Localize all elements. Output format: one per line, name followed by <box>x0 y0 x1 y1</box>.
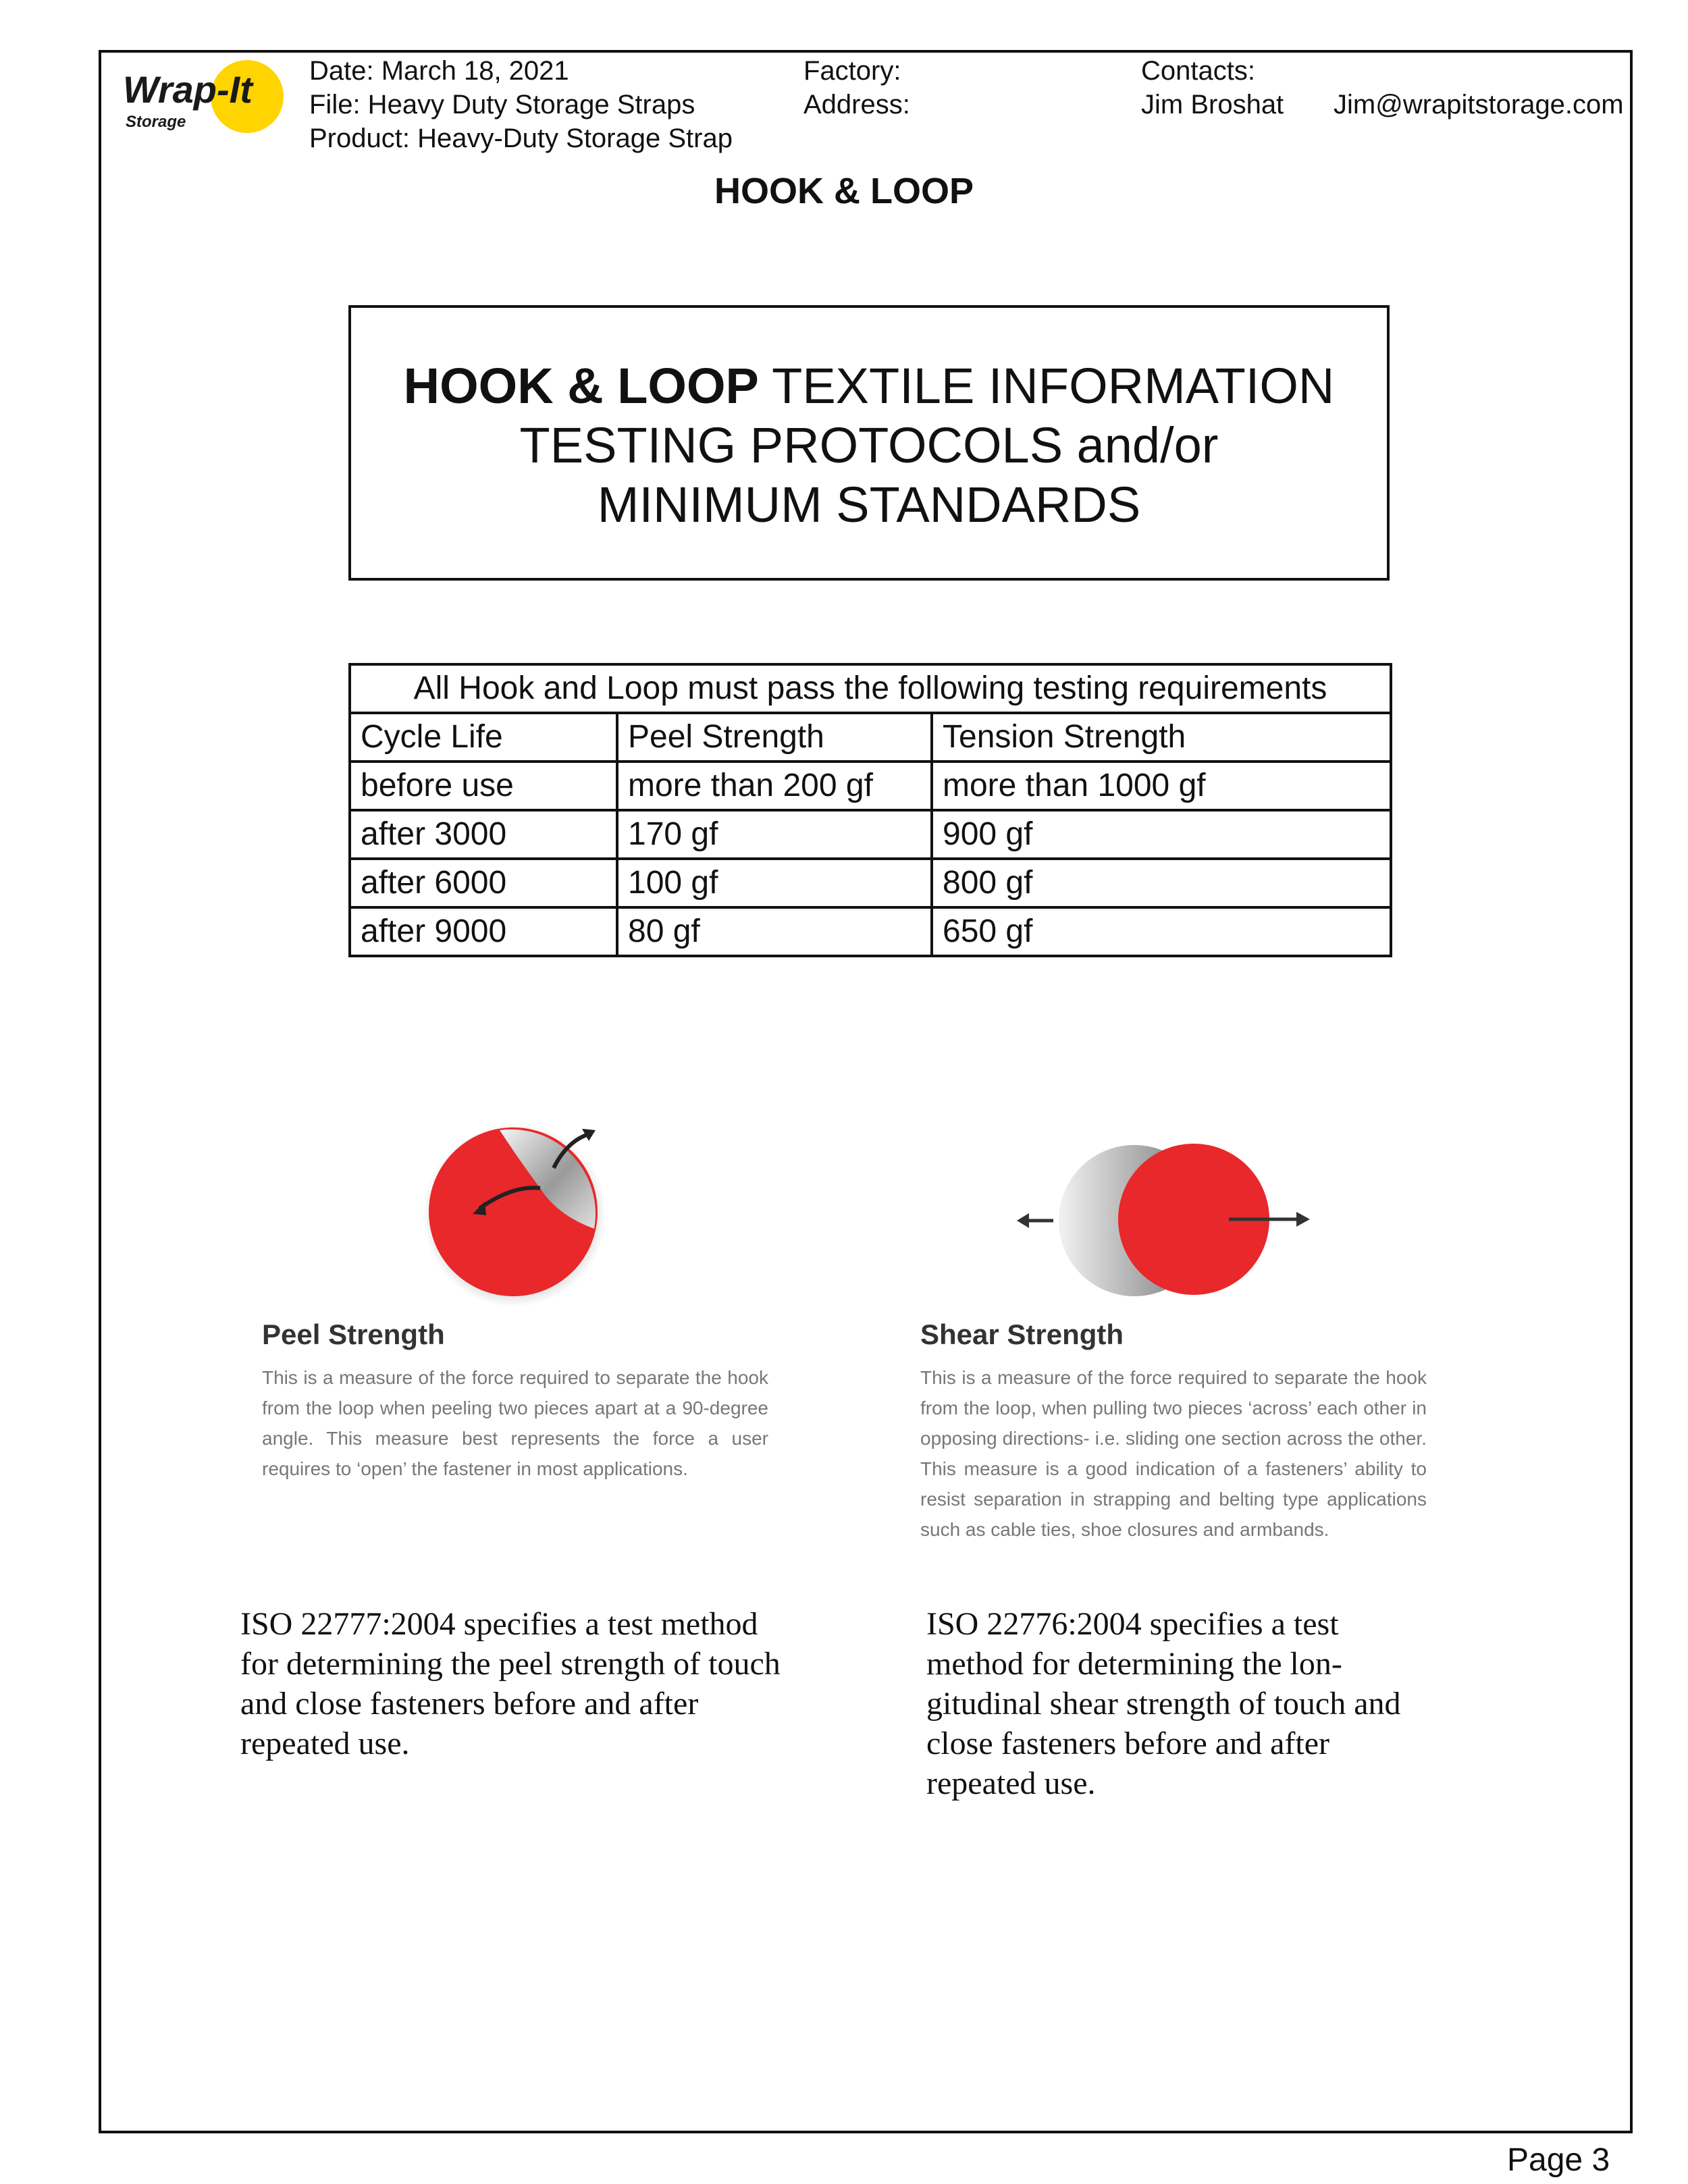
column-header: Tension Strength <box>932 713 1391 762</box>
table-caption: All Hook and Loop must pass the following testing requirements <box>350 664 1391 713</box>
header-factory-block <box>803 54 910 122</box>
table-cell: 800 gf <box>932 859 1391 907</box>
table-row <box>350 907 1391 956</box>
table-row <box>350 859 1391 907</box>
header-contact-name: Jim Broshat <box>1141 90 1284 119</box>
table-cell: 900 gf <box>932 810 1391 859</box>
title-bold: HOOK & LOOP <box>403 358 759 414</box>
table-cell: more than 1000 gf <box>932 762 1391 810</box>
header-info <box>309 54 733 155</box>
title-rest: TEXTILE INFORMATION <box>758 358 1335 414</box>
header-file: File: Heavy Duty Storage Straps <box>309 90 695 119</box>
table-cell: 170 gf <box>617 810 932 859</box>
shear-strength-illustration <box>1013 1134 1323 1310</box>
page-number: Page 3 <box>1507 2142 1610 2178</box>
section-title: HOOK & LOOP <box>714 171 974 211</box>
table-cell: before use <box>350 762 617 810</box>
column-header: Cycle Life <box>350 713 617 762</box>
table-cell: after 9000 <box>350 907 617 956</box>
column-header: Peel Strength <box>617 713 932 762</box>
title-box <box>348 305 1390 581</box>
title-line-1 <box>351 356 1387 416</box>
requirements-table <box>348 663 1392 957</box>
table-cell: more than 200 gf <box>617 762 932 810</box>
iso-22776-note: ISO 22776:2004 specifies a test method for determining the lon-gitudinal shear strength of touch and close fasteners before and after repeated use. <box>926 1606 1401 1801</box>
table-row <box>350 762 1391 810</box>
svg-text:Storage: Storage <box>126 113 186 131</box>
wrap-it-logo <box>120 59 289 134</box>
table-cell: 80 gf <box>617 907 932 956</box>
header-factory: Factory: <box>803 56 901 86</box>
table-caption-row <box>350 664 1391 713</box>
peel-strength-illustration <box>412 1114 628 1316</box>
header-contacts-block <box>1141 54 1284 122</box>
header-address: Address: <box>803 90 910 119</box>
title-line-2: TESTING PROTOCOLS and/or <box>519 417 1219 473</box>
peel-strength-title: Peel Strength <box>262 1319 445 1350</box>
table-cell: after 6000 <box>350 859 617 907</box>
header-date: Date: March 18, 2021 <box>309 56 569 86</box>
table-row <box>350 810 1391 859</box>
table-cell: 650 gf <box>932 907 1391 956</box>
table-header-row <box>350 713 1391 762</box>
svg-text:Wrap-It: Wrap-It <box>123 68 253 111</box>
header-contacts-label: Contacts: <box>1141 56 1255 86</box>
shear-strength-description: This is a measure of the force required to separate the hook from the loop, when pulling two pieces ‘across’ each other in opposing directions- i.e. sliding one section across the other. This measure is a good indication of a fasteners’ ability to resist separation in strapping and belting type applications such as cable ties, shoe closures and armbands. <box>920 1367 1427 1540</box>
iso-22777-note: ISO 22777:2004 specifies a test method for determining the peel strength of touch and close fasteners before and after repeated use. <box>240 1606 781 1761</box>
header-contact-email: Jim@wrapitstorage.com <box>1334 90 1624 119</box>
title-line-3: MINIMUM STANDARDS <box>597 477 1141 533</box>
peel-strength-description: This is a measure of the force required to separate the hook from the loop when peeling two pieces apart at a 90-degree angle. This measure best represents the force a user requires to ‘open’ the fastener in most applications. <box>262 1367 768 1479</box>
header-product: Product: Heavy-Duty Storage Strap <box>309 124 733 153</box>
table-cell: 100 gf <box>617 859 932 907</box>
table-cell: after 3000 <box>350 810 617 859</box>
shear-strength-title: Shear Strength <box>920 1319 1124 1350</box>
